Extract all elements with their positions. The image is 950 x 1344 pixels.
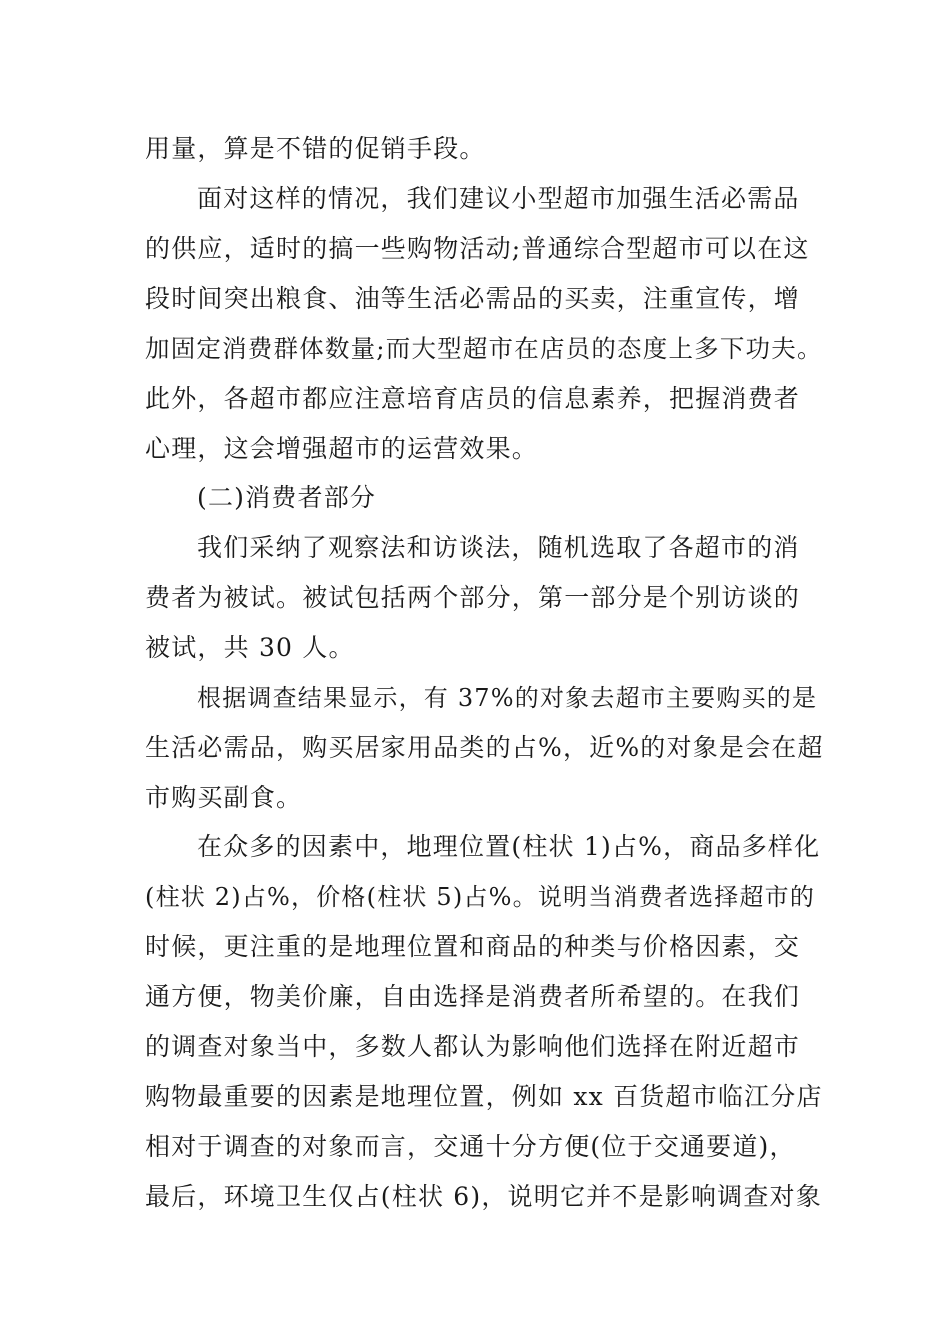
- text-line: 加固定消费群体数量;而大型超市在店员的态度上多下功夫。: [145, 334, 823, 363]
- text-line: 被试，共 30 人。: [145, 633, 355, 662]
- text-line: 时候，更注重的是地理位置和商品的种类与价格因素，交: [145, 932, 801, 961]
- section-heading: (二)消费者部分: [197, 483, 377, 512]
- text-line: 通方便，物美价廉，自由选择是消费者所希望的。在我们: [145, 982, 801, 1011]
- text-line: 相对于调查的对象而言，交通十分方便(位于交通要道)，: [145, 1132, 796, 1161]
- text-line: 面对这样的情况，我们建议小型超市加强生活必需品: [197, 184, 800, 213]
- text-line: 市购买副食。: [145, 783, 303, 812]
- text-line: 段时间突出粮食、油等生活必需品的买卖，注重宣传，增: [145, 284, 801, 313]
- text-line: 用量，算是不错的促销手段。: [145, 134, 486, 163]
- text-line: 的调查对象当中，多数人都认为影响他们选择在附近超市: [145, 1032, 801, 1061]
- text-line: 根据调查结果显示，有 37%的对象去超市主要购买的是: [197, 684, 818, 712]
- text-line: 此外，各超市都应注意培育店员的信息素养，把握消费者: [145, 384, 801, 413]
- text-line: 心理，这会增强超市的运营效果。: [145, 434, 539, 463]
- text-line: 最后，环境卫生仅占(柱状 6)，说明它并不是影响调查对象: [145, 1182, 822, 1211]
- text-line: 生活必需品，购买居家用品类的占%，近%的对象是会在超: [145, 733, 824, 762]
- text-line: 我们采纳了观察法和访谈法，随机选取了各超市的消: [197, 533, 800, 562]
- text-line: 购物最重要的因素是地理位置，例如 xx 百货超市临江分店: [145, 1082, 823, 1111]
- text-line: 费者为被试。被试包括两个部分，第一部分是个别访谈的: [145, 583, 801, 612]
- text-line: 的供应，适时的搞一些购物活动;普通综合型超市可以在这: [145, 234, 810, 263]
- text-line: (柱状 2)占%，价格(柱状 5)占%。说明当消费者选择超市的: [145, 883, 816, 911]
- text-line: 在众多的因素中，地理位置(柱状 1)占%，商品多样化: [197, 832, 821, 861]
